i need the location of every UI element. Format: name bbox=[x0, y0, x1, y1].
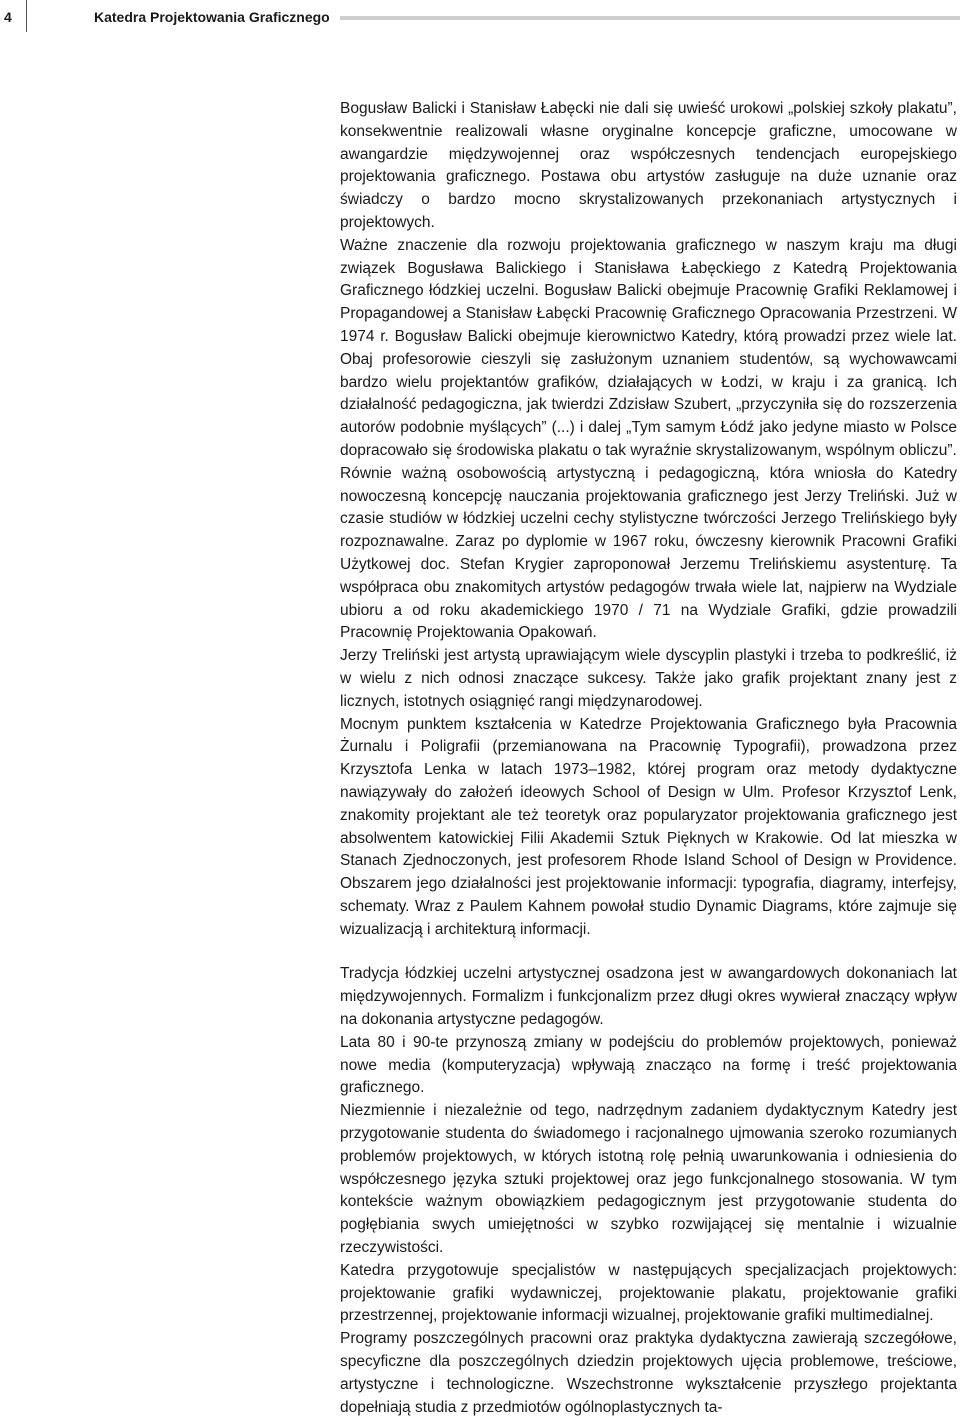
header-divider bbox=[26, 0, 27, 32]
header-rule bbox=[340, 16, 960, 20]
paragraph: Lata 80 i 90-te przynoszą zmiany w podejściu do problemów projektowych, ponieważ nowe media (komputeryzacja) wpływają znacząco na formę i treść projektowania graficznego. bbox=[340, 1033, 957, 1097]
paragraph: Jerzy Treliński jest artystą uprawiającym wiele dyscyplin plastyki i trzeba to podkreślić, iż w wielu z nich odnosi znaczące sukcesy. Także jako grafik projektant znany jest z licznych, istotnych osiągnięć rangi międzynarodowej. bbox=[340, 647, 957, 710]
paragraph: Ważne znaczenie dla rozwoju projektowania graficznego w naszym kraju ma długi związek Bogusława Balickiego i Stanisława Łabęckiego z Katedrą Projektowania Graficznego łódzkiej uczelni. Bogusław Balicki obejmuje Pracownię Grafiki Reklamowej i Propagandowej a Stanisław Łabęcki Pracownię Graficznego Opracowania Przestrzeni. W 1974 r. Bogusław Balicki obejmuje kierownictwo Katedry, którą prowadzi przez wiele lat. Obaj profesorowie cieszyli się zasłużonym uznaniem studentów, są wychowawcami bardzo wielu projektantów grafików, działających w Łodzi, w kraju i za granicą. Ich działalność pedagogiczna, jak twierdzi Zdzisław Szubert, „przyczyniła się do rozszerzenia autorów podobnie myślących” (...) i dalej „Tym samym Łódź jako jedyne miasto w Polsce dopracowało się środowiska plakatu o tak wyraźnie skrystalizowanym, wspólnym obliczu”. bbox=[340, 236, 957, 459]
page-number: 4 bbox=[4, 9, 12, 25]
paragraph: Równie ważną osobowością artystyczną i pedagogiczną, która wniosła do Katedry nowoczesną koncepcję nauczania projektowania graficznego jest Jerzy Treliński. Już w czasie studiów w łódzkiej uczelni cechy stylistyczne twórczości Jerzego Trelińskiego były rozpoznawalne. Zaraz po dyplomie w 1967 roku, ówczesny kierownik Pracowni Grafiki Użytkowej doc. Stefan Krygier zaproponował Jerzemu Trelińskiemu asystenturę. Ta współpraca obu znakomitych artystów pedagogów trwała wiele lat, najpierw na Wydziale ubioru a od roku akademickiego 1970 / 71 na Wydziale Grafiki, gdzie prowadzili Pracownię Projektowania Opakowań. bbox=[340, 464, 957, 642]
paragraph: Mocnym punktem kształcenia w Katedrze Projektowania Graficznego była Pracownia Żurnalu i Poligrafii (przemianowana na Pracownię Typografii), prowadzona przez Krzysztofa Lenka w latach 1973–1982, której program oraz metody dydaktyczne nawiązywały do założeń ideowych School of Design w Ulm. Profesor Krzysztof Lenk, znakomity projektant ale też teoretyk oraz popularyzator projektowania graficznego jest absolwentem katowickiej Filii Akademii Sztuk Pięknych w Krakowie. Od lat mieszka w Stanach Zjednoczonych, jest profesorem Rhode Island School of Design w Providence. Obszarem jego działalności jest projektowanie informacji: typografia, diagramy, interfejsy, schematy. Wraz z Paulem Kahnem powołał studio Dynamic Diagrams, które zajmuje się wizualizacją i architekturą informacji. bbox=[340, 715, 957, 938]
paragraph: Programy poszczególnych pracowni oraz praktyka dydaktyczna zawierają szczegółowe, specyficzne dla poszczególnych dziedzin projektowych ujęcia problemowe, treściowe, artystyczne i technologiczne. Wszechstronne wykształcenie przyszłego projektanta dopełniają studia z przedmiotów ogólnoplastycznych ta- bbox=[340, 1330, 957, 1416]
running-head: Katedra Projektowania Graficznego bbox=[94, 9, 330, 25]
paragraph: Katedra przygotowuje specjalistów w następujących specjalizacjach projektowych: projektowanie grafiki wydawniczej, projektowanie plakatu, projektowanie grafiki przestrzennej, projektowanie informacji wizualnej, projektowanie grafiki multimedialnej. bbox=[340, 1261, 957, 1325]
paragraph: Niezmiennie i niezależnie od tego, nadrzędnym zadaniem dydaktycznym Katedry jest przygotowanie studenta do świadomego i racjonalnego ujmowania szeroko rozumianych problemów projektowych, w których istotną rolę pełnią uwarunkowania i odniesienia do współczesnego języka sztuki projektowej oraz jego funkcjonalnego stosowania. W tym kontekście ważnym obowiązkiem pedagogicznym jest przygotowanie studenta do pogłębiania swych umiejętności w szybko rozwijającej się mentalnie i wizualnie rzeczywistości. bbox=[340, 1102, 957, 1257]
paragraph: Tradycja łódzkiej uczelni artystycznej osadzona jest w awangardowych dokonaniach lat międzywojennych. Formalizm i funkcjonalizm przez długi okres wywierał znaczący wpływ na dokonania artystyczne pedagogów. bbox=[340, 965, 957, 1029]
body-text bbox=[340, 98, 957, 1419]
paragraph: Bogusław Balicki i Stanisław Łabęcki nie dali się uwieść urokowi „polskiej szkoły plakatu”, konsekwentnie realizowali własne oryginalne koncepcje graficzne, umocowane w awangardzie międzywojennej oraz współczesnych tendencjach europejskiego projektowania graficznego. Postawa obu artystów zasługuje na duże uznanie oraz świadczy o bardzo mocno skrystalizowanych przekonaniach artystycznych i projektowych. bbox=[340, 100, 957, 231]
